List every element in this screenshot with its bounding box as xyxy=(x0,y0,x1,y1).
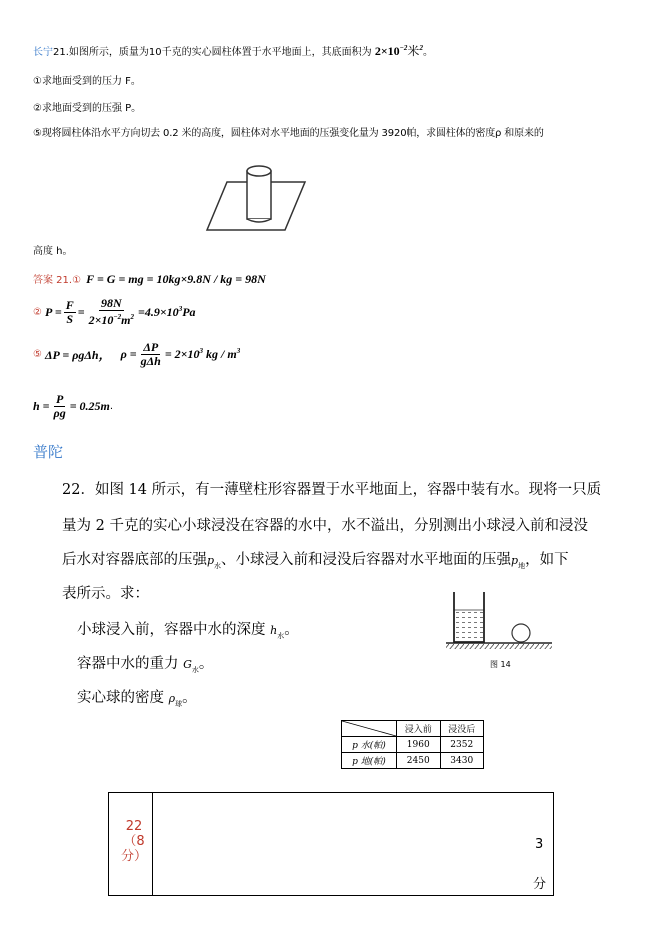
answer-box-score: 3 xyxy=(535,837,544,852)
q21-part2: ②求地面受到的压强 P。 xyxy=(33,103,142,114)
q21-stem-text: 21.如图所示，质量为10千克的实心圆柱体置于水平地面上，其底面积为 xyxy=(53,47,372,58)
q21-part3: ⑤现将圆柱体沿水平方向切去 0.2 米的高度，圆柱体对水平地面的压强变化量为 3920帕，求圆柱体的密度ρ 和原来的 xyxy=(33,128,544,139)
q22-line2: 量为 2 千克的实心小球浸没在容器的水中，水不溢出，分别测出小球浸入前和浸没 xyxy=(62,518,588,534)
q21-area: $2\times 10^{-2}$米$^2$ xyxy=(374,44,423,58)
q22-line1: 22．如图 14 所示，有一薄壁柱形容器置于水平地面上，容器中装有水。现将一只质 xyxy=(62,482,602,498)
table-cell: 2450 xyxy=(397,753,441,769)
answer-box-label-column xyxy=(109,793,153,895)
pressure-table xyxy=(341,720,484,769)
table-cell: 1960 xyxy=(397,737,441,753)
answer21-step1-formula: F = G = mg = 10kg×9.8N / kg = 98N xyxy=(86,272,266,286)
cylinder-figure xyxy=(205,164,307,232)
answer-box xyxy=(108,792,554,896)
q22-line3: 后水对容器底部的压强$p_水$、小球浸入前和浸没后容器对水平地面的压强$p_地$，如下 xyxy=(62,552,569,570)
q21-part1: ①求地面受到的压力 F。 xyxy=(33,76,141,87)
answer21-step2-frac1: $\frac{F}{S}$ xyxy=(65,297,74,326)
answer21-step3-frac: $\frac{\Delta P}{\text{gΔh}}$ xyxy=(140,340,161,368)
table-header-after: 浸没后 xyxy=(440,721,484,737)
q22-sub2: 容器中水的重力 $G_水$。 xyxy=(77,656,214,674)
answer21-step2-result: $=4.9\times 10^3Pa$ xyxy=(138,304,196,319)
section-region-putuo: 普陀 xyxy=(33,443,64,461)
answer21-step1: 答案 21.① F = G = mg = 10kg×9.8N / kg = 98N xyxy=(33,272,266,286)
answer21-step4: h = $\frac{P}{\rho g}$ = 0.25m . xyxy=(33,392,114,420)
table-row xyxy=(342,753,484,769)
answer21-step2: ② P = $\frac{F}{S}$ = $\frac{98N}{2\times 10^{-2}m^2}$ $=4.9\times 10^3Pa$ xyxy=(33,296,196,327)
table-header-before: 浸入前 xyxy=(397,721,441,737)
answer-box-score-unit: 分 xyxy=(533,877,547,892)
table-header-row xyxy=(342,721,484,737)
answer21-step4-frac: $\frac{P}{\rho g}$ xyxy=(53,392,66,420)
container-ball-figure xyxy=(444,590,554,652)
q22-sub1: 小球浸入前，容器中水的深度 $h_水$。 xyxy=(77,622,299,640)
table-row xyxy=(342,737,484,753)
q21-region: 长宁 xyxy=(33,47,53,58)
answer21-step3: ⑤ ΔP = ρgΔh， ρ = $\frac{\Delta P}{\text{gΔh}}$ = $2\times 10^3$ kg / $m^3$ xyxy=(33,340,241,368)
table-row-label: p 水(帕) xyxy=(342,737,397,753)
table-row-label: p 地(帕) xyxy=(342,753,397,769)
q22-sub3: 实心球的密度 $\rho_球$。 xyxy=(77,690,197,708)
answer-box-qnum: 22 （8 分） xyxy=(121,819,148,864)
q22-line4: 表所示。求： xyxy=(62,586,149,602)
answer21-label: 答案 21. xyxy=(33,275,73,286)
figure14-caption: 图 14 xyxy=(490,660,511,669)
answer21-step2-frac2: $\frac{98N}{2\times 10^{-2}m^2}$ xyxy=(88,296,134,327)
q21-part3-end: 高度 h。 xyxy=(33,246,73,257)
table-corner-cell xyxy=(342,721,397,737)
table-cell: 3430 xyxy=(440,753,484,769)
answer21-step3-result: = $2\times 10^3$ kg / $m^3$ xyxy=(164,347,241,361)
q21-stem: 长宁21.如图所示，质量为10千克的实心圆柱体置于水平地面上，其底面积为 $2\times 10^{-2}$米$^2$。 xyxy=(33,44,433,58)
table-cell: 2352 xyxy=(440,737,484,753)
